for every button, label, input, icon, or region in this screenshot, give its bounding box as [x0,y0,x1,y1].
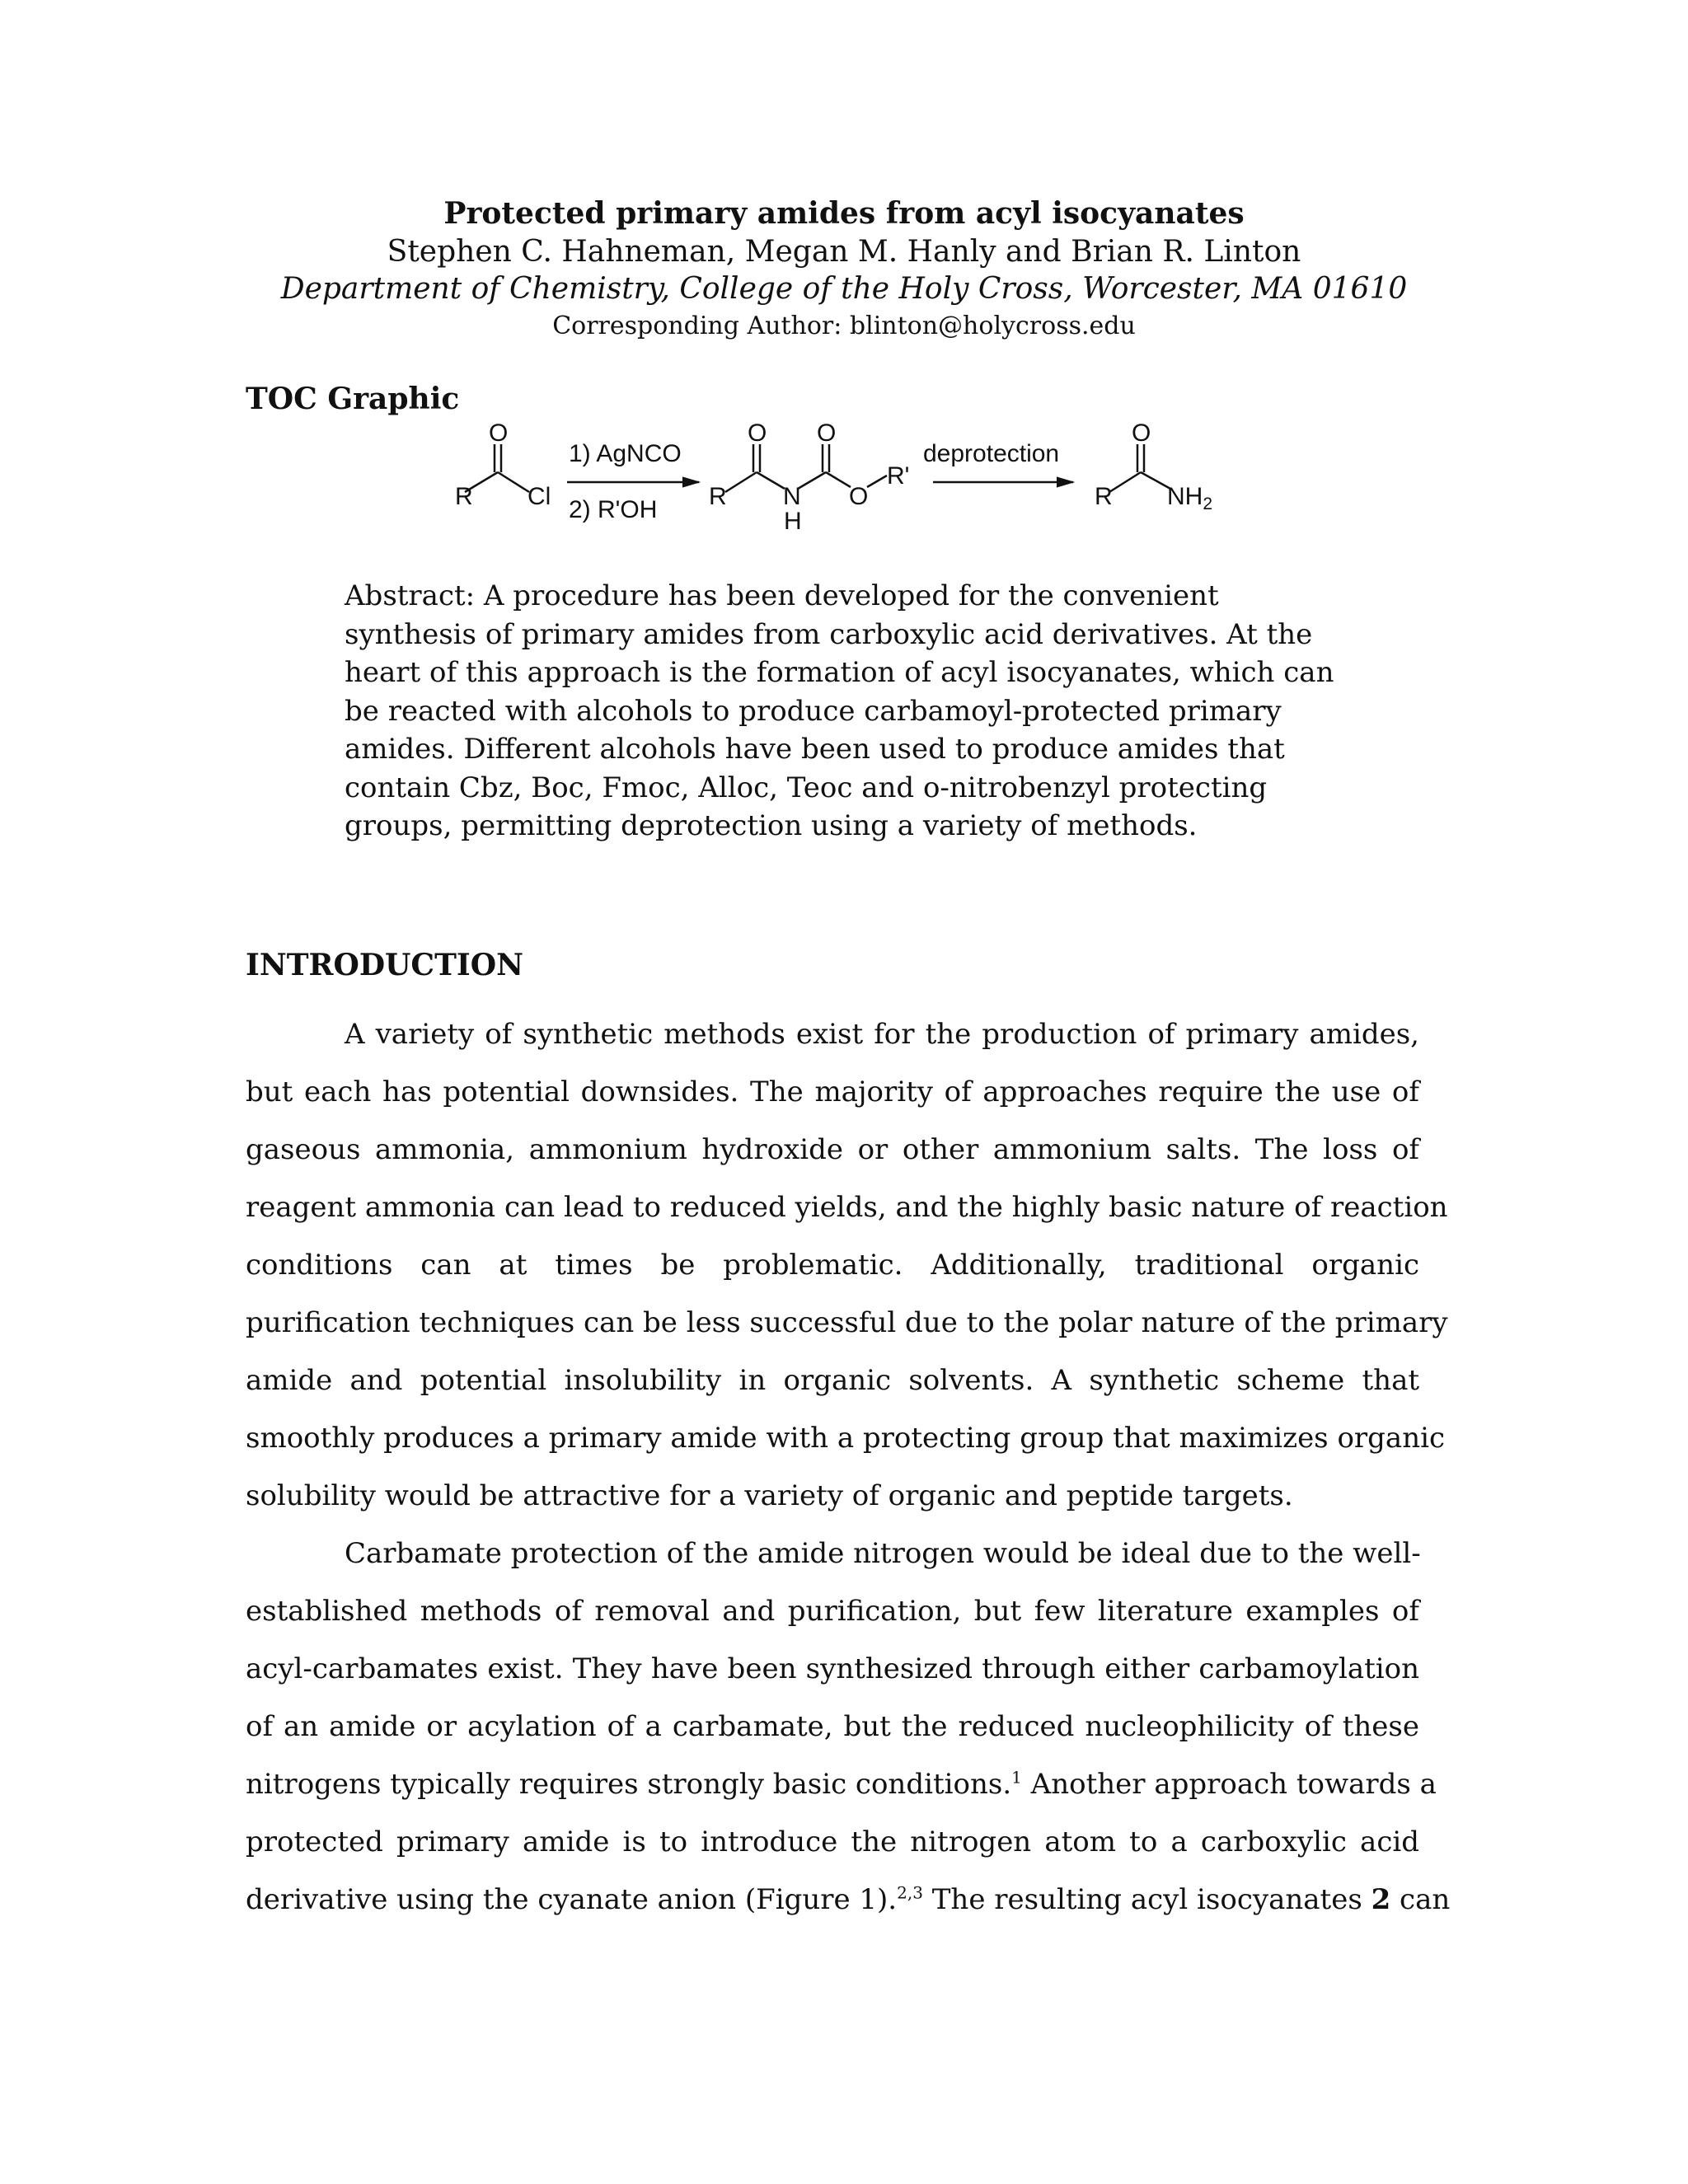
scheme-label-o3: O [817,419,837,447]
introduction-heading: INTRODUCTION [246,948,523,982]
body-line: A variety of synthetic methods exist for the production of primary amides, [345,1018,1419,1051]
abstract-line: be reacted with alcohols to produce carbamoyl-protected primary [345,694,1282,728]
body-line: amide and potential insolubility in organic solvents. A synthetic scheme that [246,1364,1419,1397]
toc-reaction-scheme [429,416,1269,548]
paper-title: Protected primary amides from acyl isocyanates [443,196,1245,231]
body-line: gaseous ammonia, ammonium hydroxide or other ammonium salts. The loss of [246,1133,1419,1166]
body-text-run: Another approach towards a [1021,1768,1437,1801]
scheme-reagent-step3: deprotection [923,440,1060,467]
body-line: smoothly produces a primary amide with a protecting group that maximizes organic [246,1422,1446,1455]
body-line: established methods of removal and purification, but few literature examples of [246,1595,1419,1628]
body-line: solubility would be attractive for a variety of organic and peptide targets. [246,1479,1293,1512]
body-line [246,1871,1451,1929]
scheme-label-o1: O [489,419,509,447]
scheme-reagent-step1: 1) AgNCO [569,440,682,467]
compound-number: 2 [1371,1883,1391,1916]
scheme-label-nh2 [1167,483,1212,513]
citation-superscript: 2,3 [897,1882,923,1903]
scheme-label-h: H [784,508,802,535]
scheme-label-r2: R [709,483,727,510]
body-line: reagent ammonia can lead to reduced yields, and the highly basic nature of reaction [246,1191,1448,1224]
body-line [246,1755,1437,1813]
scheme-label-cl: Cl [528,483,551,510]
acyl-carbamate-structure [709,419,909,535]
toc-heading: TOC Graphic [246,382,460,416]
body-line: Carbamate protection of the amide nitrogen would be ideal due to the well- [345,1537,1421,1570]
scheme-label-nh: NH [1167,483,1203,510]
body-line: purification techniques can be less successful due to the polar nature of the primary [246,1306,1448,1339]
abstract-line: heart of this approach is the formation of acyl isocyanates, which can [345,656,1334,689]
body-line: conditions can at times be problematic. Additionally, traditional organic [246,1249,1419,1282]
acyl-chloride-structure [455,419,551,510]
body-text-run: derivative using the cyanate anion (Figure 1). [246,1883,898,1916]
scheme-label-n: N [783,483,801,510]
scheme-label-o2: O [748,419,767,447]
abstract-line: contain Cbz, Boc, Fmoc, Alloc, Teoc and o-nitrobenzyl protecting [345,771,1268,804]
body-text-run: The resulting acyl isocyanates [922,1883,1372,1916]
body-line: protected primary amide is to introduce the nitrogen atom to a carboxylic acid [246,1825,1419,1858]
abstract-line: groups, permitting deprotection using a variety of methods. [345,809,1198,842]
body-line: of an amide or acylation of a carbamate, but the reduced nucleophilicity of these [246,1710,1419,1743]
primary-amide-structure [1095,419,1212,513]
affiliation: Department of Chemistry, College of the Holy Cross, Worcester, MA 01610 [280,272,1408,306]
abstract-line: Abstract: A procedure has been developed for the convenient [345,579,1219,612]
body-line: acyl-carbamates exist. They have been synthesized through either carbamoylation [246,1652,1419,1685]
body-text-run: nitrogens typically requires strongly basic conditions. [246,1768,1012,1801]
scheme-label-r3: R [1095,483,1113,510]
scheme-label-rprime: R' [887,462,910,490]
scheme-label-o4: O [849,483,869,510]
abstract-line: amides. Different alcohols have been used to produce amides that [345,733,1285,766]
scheme-label-subscript-2: 2 [1203,494,1213,513]
scheme-label-r1: R [455,483,473,510]
body-text-run: can [1390,1883,1451,1916]
introduction-body [246,1005,1451,1929]
author-list: Stephen C. Hahneman, Megan M. Hanly and Brian R. Linton [387,235,1301,269]
corresponding-author: Corresponding Author: blinton@holycross.edu [552,312,1136,340]
abstract-line: synthesis of primary amides from carboxylic acid derivatives. At the [345,617,1313,651]
body-line: but each has potential downsides. The majority of approaches require the use of [246,1076,1419,1108]
reaction-arrow-2 [923,440,1073,482]
scheme-label-o5: O [1132,419,1151,447]
abstract [345,577,1383,846]
reaction-arrow-1 [567,440,699,523]
scheme-reagent-step2: 2) R'OH [569,496,658,523]
citation-superscript: 1 [1011,1767,1022,1788]
